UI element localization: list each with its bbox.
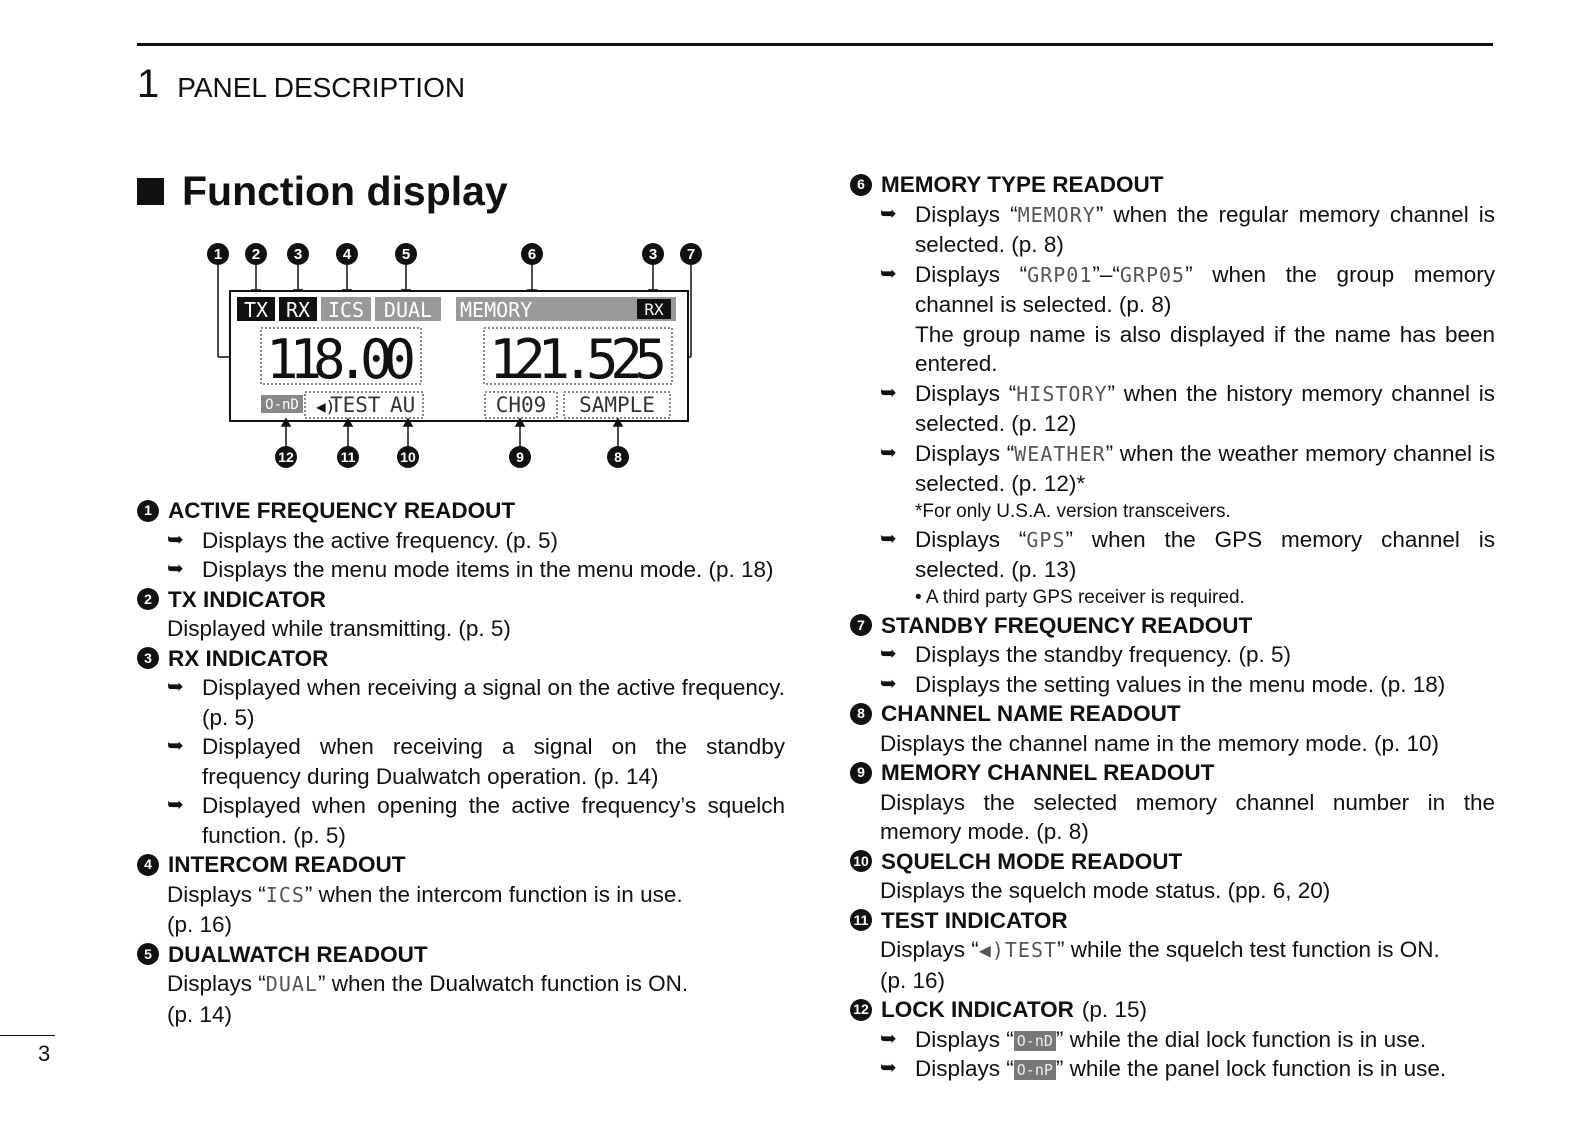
- note: *For only U.S.A. version transceivers.: [915, 500, 1231, 522]
- bullet: ➥ Displays the standby frequency. (p. 5): [880, 640, 1495, 670]
- item-title-1: 1 ACTIVE FREQUENCY READOUT: [137, 496, 785, 526]
- callout-9: [509, 446, 531, 468]
- tx-indicator: TX: [243, 298, 269, 322]
- squelch-mode: AU: [390, 393, 416, 417]
- paragraph: Displays “DUAL” when the Dualwatch function is ON. (p. 14): [167, 971, 689, 1027]
- speaker-icon: ◀): [978, 938, 1005, 962]
- note: • A third party GPS receiver is required.: [915, 586, 1245, 608]
- paragraph: Displayed while transmitting. (p. 5): [167, 616, 511, 641]
- chapter-header: [137, 62, 465, 107]
- svg-text:3: 3: [648, 246, 658, 263]
- bullet: ➥ Displays “ O-nD ” while the dial lock function is in use.: [880, 1025, 1495, 1055]
- item-title-10: 10 SQUELCH MODE READOUT: [850, 847, 1495, 877]
- callout-3: [287, 243, 309, 265]
- item-title-9: 9 MEMORY CHANNEL READOUT: [850, 758, 1495, 788]
- section-title: [137, 168, 508, 215]
- ics-indicator: ICS: [327, 298, 365, 322]
- callout-8: [607, 446, 629, 468]
- channel-name: SAMPLE: [579, 393, 655, 417]
- svg-text:10: 10: [400, 449, 416, 465]
- item-title-5: 5 DUALWATCH READOUT: [137, 940, 785, 970]
- item-title-6: 6 MEMORY TYPE READOUT: [850, 170, 1495, 200]
- lock-indicator: O-nD: [265, 397, 299, 413]
- callout-5: [395, 243, 417, 265]
- left-column: [137, 496, 785, 1029]
- item-title-4: 4 INTERCOM READOUT: [137, 850, 785, 880]
- item-title-11: 11 TEST INDICATOR: [850, 906, 1495, 936]
- rx-standby-indicator: RX: [644, 300, 664, 319]
- bullet: ➥ Displayed when opening the active frequency’s squelch function. (p. 5): [167, 791, 785, 850]
- bullet: ➥ Displayed when receiving a signal on the standby frequency during Dualwatch operation. (p. 14): [167, 732, 785, 791]
- square-bullet-icon: [137, 178, 164, 205]
- paragraph: Displays the squelch mode status. (pp. 6, 20): [880, 878, 1331, 903]
- svg-text:5: 5: [401, 246, 411, 263]
- panel-lock-icon: O-nP: [1014, 1060, 1056, 1080]
- callout-10: [397, 446, 419, 468]
- svg-text:7: 7: [686, 246, 696, 263]
- paragraph: Displays “◀)TEST” while the squelch test function is ON. (p. 16): [880, 937, 1440, 993]
- callout-3b: [642, 243, 664, 265]
- callout-4: [336, 243, 358, 265]
- chapter-number: 1: [137, 62, 160, 106]
- active-frequency: 118.00: [266, 328, 416, 391]
- test-indicator: TEST: [330, 393, 381, 417]
- item-title-3: 3 RX INDICATOR: [137, 644, 785, 674]
- right-column: [850, 170, 1495, 1084]
- svg-text:11: 11: [340, 449, 356, 465]
- svg-text:4: 4: [342, 246, 352, 263]
- callout-7: [680, 243, 702, 265]
- chapter-title: PANEL DESCRIPTION: [177, 72, 466, 103]
- rx-indicator: RX: [285, 298, 311, 322]
- item-title-8: 8 CHANNEL NAME READOUT: [850, 699, 1495, 729]
- svg-text:8: 8: [614, 449, 622, 465]
- bullet: ➥ Displays “GPS” when the GPS memory channel is selected. (p. 13): [880, 525, 1495, 585]
- footer-rule: [0, 1035, 55, 1036]
- page-number: 3: [38, 1041, 51, 1066]
- dual-indicator: DUAL: [383, 298, 433, 322]
- function-display-diagram: [200, 235, 720, 475]
- callout-11: [337, 446, 359, 468]
- svg-text:12: 12: [278, 449, 294, 465]
- bullet: ➥ Displays “MEMORY” when the regular memory channel is selected. (p. 8): [880, 200, 1495, 260]
- bullet: ➥ Displays “ O-nP ” while the panel lock function is in use.: [880, 1054, 1495, 1084]
- section-title-text: Function display: [182, 168, 508, 214]
- bullet: ➥ Displays “HISTORY” when the history memory channel is selected. (p. 12): [880, 379, 1495, 439]
- bullet: ➥ Displayed when receiving a signal on the active frequency. (p. 5): [167, 673, 785, 732]
- bullet: ➥ Displays “WEATHER” when the weather memory channel is selected. (p. 12)*: [880, 439, 1495, 499]
- callout-6: [521, 243, 543, 265]
- svg-text:2: 2: [251, 246, 261, 263]
- paragraph: Displays “ICS” when the intercom function is in use. (p. 16): [167, 881, 683, 937]
- paragraph: Displays the selected memory channel number in the memory mode. (p. 8): [880, 789, 1495, 844]
- bullet: ➥ Displays the menu mode items in the menu mode. (p. 18): [167, 555, 785, 585]
- top-rule: [137, 43, 1493, 46]
- svg-text:6: 6: [527, 246, 537, 263]
- paragraph: Displays the channel name in the memory mode. (p. 10): [880, 730, 1440, 756]
- memory-type-readout: MEMORY: [460, 298, 533, 322]
- top-callouts: [207, 243, 702, 265]
- bullet: ➥ Displays the setting values in the menu mode. (p. 18): [880, 670, 1495, 700]
- callout-1: [207, 243, 229, 265]
- svg-text:3: 3: [293, 246, 303, 263]
- item-title-2: 2 TX INDICATOR: [137, 585, 785, 615]
- bullet: ➥ Displays “GRP01”–“GRP05” when the group memory channel is selected. (p. 8) The group name is also displayed if the name has been entered.: [880, 260, 1495, 379]
- callout-2: [245, 243, 267, 265]
- speaker-icon: ◀): [316, 397, 336, 416]
- item-title-7: 7 STANDBY FREQUENCY READOUT: [850, 611, 1495, 641]
- bullet: ➥ Displays the active frequency. (p. 5): [167, 526, 785, 556]
- standby-frequency: 121.525: [489, 328, 667, 391]
- memory-channel: CH09: [495, 393, 547, 417]
- bottom-callouts: [275, 446, 629, 468]
- callout-12: [275, 446, 297, 468]
- svg-text:9: 9: [516, 449, 524, 465]
- item-title-12: 12 LOCK INDICATOR (p. 15): [850, 995, 1495, 1025]
- dial-lock-icon: O-nD: [1014, 1031, 1056, 1051]
- svg-text:1: 1: [213, 246, 223, 263]
